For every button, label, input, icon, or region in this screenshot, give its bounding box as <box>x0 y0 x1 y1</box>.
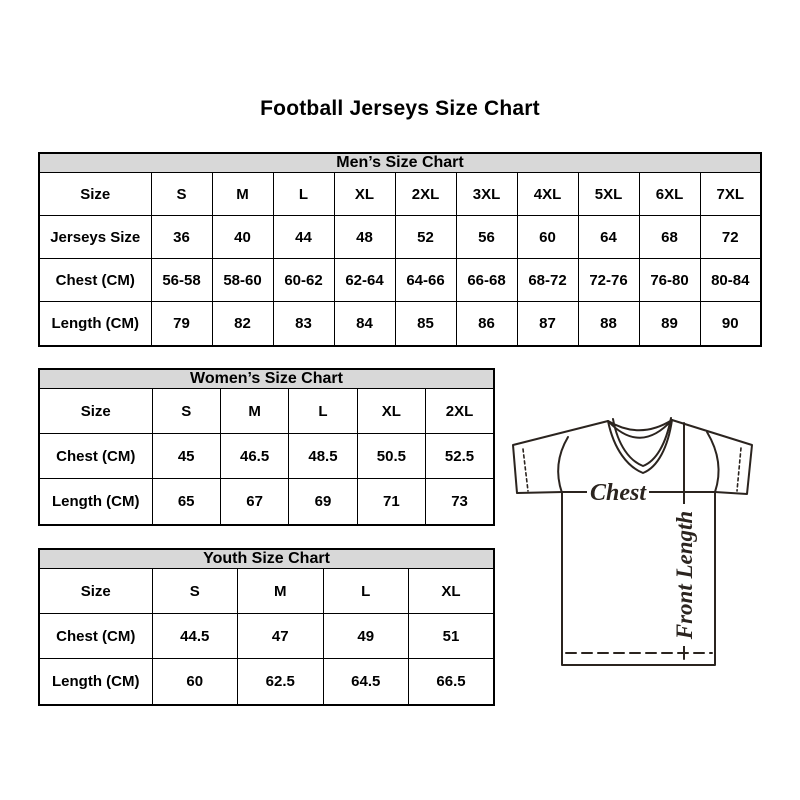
value-cell: 62.5 <box>238 659 324 705</box>
value-cell: 60 <box>517 216 578 259</box>
value-cell: 49 <box>323 614 409 659</box>
jersey-right-armhole <box>707 432 719 492</box>
value-cell: XL <box>334 173 395 216</box>
value-cell: 83 <box>273 302 334 346</box>
value-cell: XL <box>409 569 495 614</box>
table-row <box>39 659 494 705</box>
row-label-cell: Length (CM) <box>39 302 151 346</box>
value-cell: 58-60 <box>212 259 273 302</box>
value-cell: 85 <box>395 302 456 346</box>
value-cell: 66-68 <box>456 259 517 302</box>
row-label-cell: Size <box>39 173 151 216</box>
value-cell: 67 <box>220 479 288 525</box>
value-cell: 73 <box>426 479 494 525</box>
value-cell: S <box>151 173 212 216</box>
table-row <box>39 389 494 434</box>
value-cell: 48 <box>334 216 395 259</box>
table-row <box>39 302 761 346</box>
table-row <box>39 259 761 302</box>
value-cell: 3XL <box>456 173 517 216</box>
mens-table-title: Men’s Size Chart <box>39 153 761 173</box>
jersey-right-cuff-dashed-line <box>737 448 741 491</box>
value-cell: S <box>152 569 238 614</box>
chest-label: Chest <box>589 480 647 506</box>
value-cell: 64-66 <box>395 259 456 302</box>
mens-size-table <box>38 152 762 347</box>
value-cell: 4XL <box>517 173 578 216</box>
table-header-row <box>39 369 494 389</box>
row-label-cell: Length (CM) <box>39 659 152 705</box>
page-title: Football Jerseys Size Chart <box>260 97 540 120</box>
table-row <box>39 614 494 659</box>
value-cell: 86 <box>456 302 517 346</box>
value-cell: 79 <box>151 302 212 346</box>
value-cell: 6XL <box>639 173 700 216</box>
value-cell: 82 <box>212 302 273 346</box>
value-cell: 66.5 <box>409 659 495 705</box>
front-length-label: Front Length <box>672 510 697 640</box>
value-cell: M <box>220 389 288 434</box>
value-cell: 68-72 <box>517 259 578 302</box>
value-cell: 7XL <box>700 173 761 216</box>
womens-size-table <box>38 368 495 526</box>
value-cell: 52 <box>395 216 456 259</box>
value-cell: 62-64 <box>334 259 395 302</box>
womens-table-title: Women’s Size Chart <box>39 369 494 389</box>
youth-size-table <box>38 548 495 706</box>
value-cell: 89 <box>639 302 700 346</box>
value-cell: 60-62 <box>273 259 334 302</box>
row-label-cell: Size <box>39 389 152 434</box>
value-cell: M <box>212 173 273 216</box>
row-label-cell: Chest (CM) <box>39 614 152 659</box>
table-row <box>39 479 494 525</box>
table-row <box>39 434 494 479</box>
jersey-left-cuff-dashed-line <box>523 449 528 491</box>
value-cell: 76-80 <box>639 259 700 302</box>
value-cell: M <box>238 569 324 614</box>
value-cell: 69 <box>289 479 357 525</box>
value-cell: 56 <box>456 216 517 259</box>
table-row <box>39 173 761 216</box>
value-cell: 84 <box>334 302 395 346</box>
row-label-cell: Jerseys Size <box>39 216 151 259</box>
value-cell: 36 <box>151 216 212 259</box>
value-cell: 64 <box>578 216 639 259</box>
table-row <box>39 569 494 614</box>
value-cell: 45 <box>152 434 220 479</box>
value-cell: 2XL <box>426 389 494 434</box>
row-label-cell: Chest (CM) <box>39 259 151 302</box>
row-label-cell: Length (CM) <box>39 479 152 525</box>
value-cell: 90 <box>700 302 761 346</box>
value-cell: 60 <box>152 659 238 705</box>
value-cell: 44.5 <box>152 614 238 659</box>
value-cell: 40 <box>212 216 273 259</box>
value-cell: 72-76 <box>578 259 639 302</box>
value-cell: 50.5 <box>357 434 425 479</box>
value-cell: 87 <box>517 302 578 346</box>
jersey-measurement-diagram <box>502 402 782 672</box>
value-cell: 64.5 <box>323 659 409 705</box>
value-cell: 88 <box>578 302 639 346</box>
jersey-left-armhole <box>558 437 568 493</box>
row-label-cell: Size <box>39 569 152 614</box>
value-cell: 52.5 <box>426 434 494 479</box>
value-cell: 48.5 <box>289 434 357 479</box>
youth-table-title: Youth Size Chart <box>39 549 494 569</box>
value-cell: L <box>323 569 409 614</box>
value-cell: 68 <box>639 216 700 259</box>
jersey-vneck-collar <box>608 418 672 473</box>
value-cell: S <box>152 389 220 434</box>
table-header-row <box>39 549 494 569</box>
value-cell: 51 <box>409 614 495 659</box>
row-label-cell: Chest (CM) <box>39 434 152 479</box>
value-cell: 72 <box>700 216 761 259</box>
value-cell: 2XL <box>395 173 456 216</box>
value-cell: 44 <box>273 216 334 259</box>
value-cell: L <box>273 173 334 216</box>
value-cell: 47 <box>238 614 324 659</box>
value-cell: XL <box>357 389 425 434</box>
value-cell: 46.5 <box>220 434 288 479</box>
value-cell: 71 <box>357 479 425 525</box>
value-cell: 80-84 <box>700 259 761 302</box>
table-header-row <box>39 153 761 173</box>
value-cell: 56-58 <box>151 259 212 302</box>
value-cell: L <box>289 389 357 434</box>
table-row <box>39 216 761 259</box>
value-cell: 5XL <box>578 173 639 216</box>
value-cell: 65 <box>152 479 220 525</box>
